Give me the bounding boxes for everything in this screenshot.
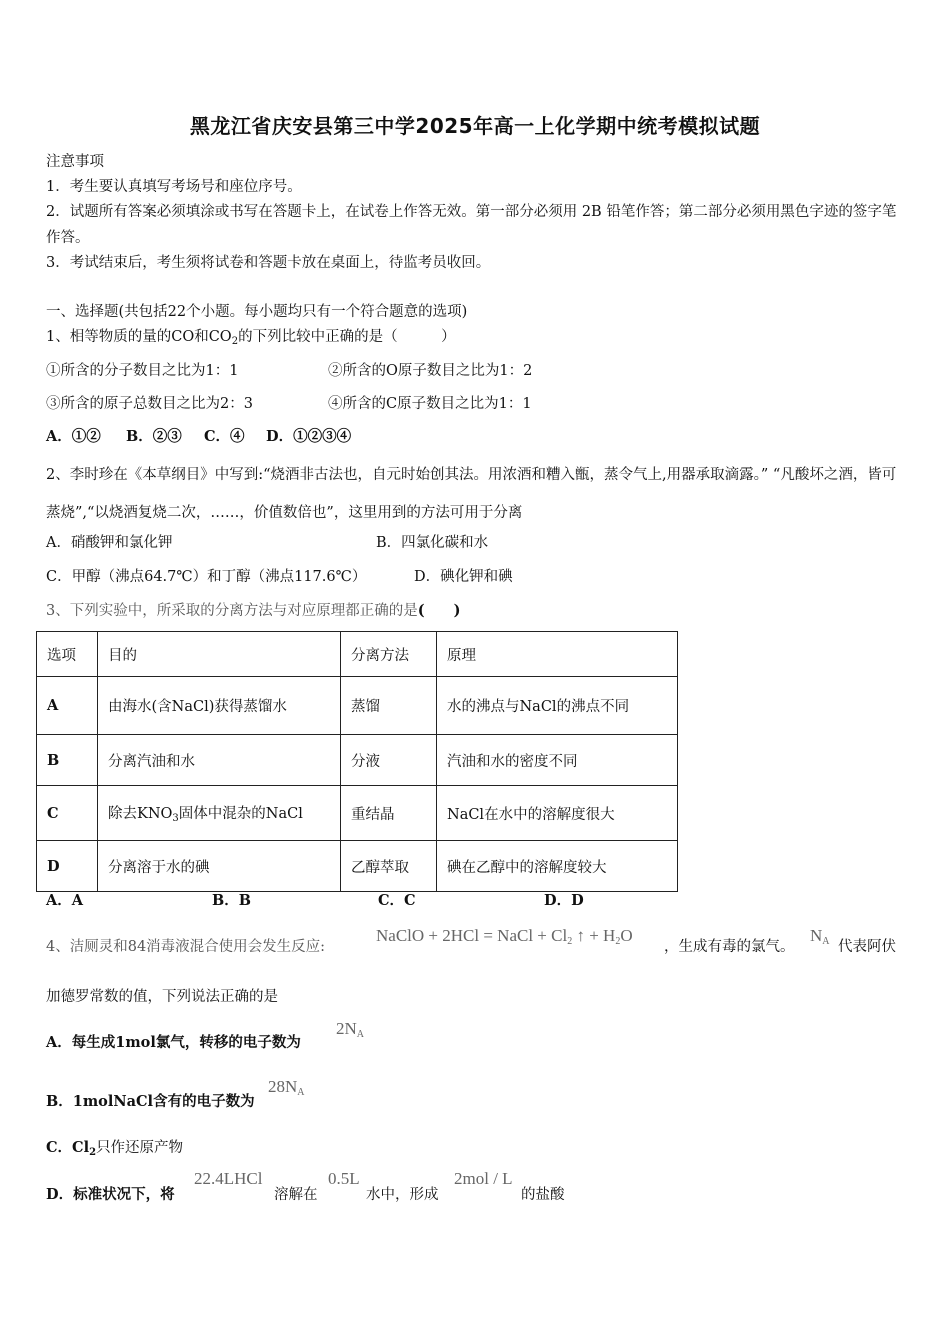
q1-option-d[interactable]: D．①②③④ [266, 428, 352, 445]
table-cell-principle: 汽油和水的密度不同 [437, 735, 678, 786]
q1-statement-1: ①所含的分子数目之比为1：1 [46, 363, 239, 379]
q4-option-c[interactable] [46, 1138, 183, 1163]
table-cell-goal: 分离溶于水的碘 [98, 841, 341, 892]
q3-stem-post: ( ) [417, 602, 461, 619]
notice-item-3: 3．考试结束后，考生须将试卷和答题卡放在桌面上，待监考员收回。 [46, 255, 491, 271]
q4-option-d-math-1: 22.4LHCl [194, 1169, 263, 1188]
table-row [37, 841, 678, 892]
table-row [37, 735, 678, 786]
q4-na-symbol [810, 926, 830, 952]
table-cell-goal: 分离汽油和水 [98, 735, 341, 786]
q4-stem-post: 代表阿伏 [838, 939, 896, 955]
q1-stem-post: 的下列比较中正确的是（ ） [238, 329, 456, 345]
q1-stem-pre: 1、相等物质的量的CO和CO [46, 329, 232, 345]
q1-option-a[interactable]: A．①② [46, 428, 101, 445]
table-row [37, 677, 678, 735]
table-cell-goal-post: 固体中混杂的NaCl [178, 806, 303, 822]
q4-option-d-mid-1: 溶解在 [274, 1187, 318, 1203]
q4-option-a[interactable] [46, 1033, 301, 1053]
q4-option-b-math [268, 1077, 305, 1103]
q1-stem-sub: 2 [231, 336, 239, 347]
q3-option-c[interactable]: C．C [378, 892, 416, 909]
table-cell-principle: 碘在乙醇中的溶解度较大 [437, 841, 678, 892]
q1-statement-3: ③所含的原子总数目之比为2：3 [46, 396, 253, 412]
q4-na-main: N [810, 926, 823, 945]
q4-option-d[interactable] [46, 1185, 175, 1205]
q1-statement-2: ②所含的O原子数目之比为1：2 [328, 363, 533, 379]
table-cell-goal-pre: 除去KNO [108, 806, 173, 822]
table-cell-goal-sub: 3 [172, 813, 179, 824]
q1-option-b[interactable]: B．②③ [126, 428, 182, 445]
table-cell-method: 乙醇萃取 [341, 841, 437, 892]
q4-option-d-math-3: 2mol / L [454, 1169, 513, 1188]
q4-number: 4、洁厕灵和84消毒液混合使用会发生反应: [46, 939, 326, 955]
q1-statement-4: ④所含的C原子数目之比为1：1 [328, 396, 532, 412]
q1-options [46, 427, 351, 447]
q4-option-a-math [336, 1019, 364, 1045]
table-row [37, 786, 678, 841]
table-header-cell: 目的 [98, 632, 341, 677]
q4-option-d-mid-2: 水中，形成 [366, 1187, 439, 1203]
table-cell-method: 蒸馏 [341, 677, 437, 735]
table-cell-method: 分液 [341, 735, 437, 786]
q3-table [36, 631, 678, 892]
table-cell-option: C [37, 786, 98, 841]
q3-stem [46, 601, 460, 621]
q4-equation-mid: ↑ + H [576, 926, 616, 945]
q4-option-d-post: 的盐酸 [521, 1187, 565, 1203]
q4-option-c-pre: C．Cl [46, 1139, 90, 1156]
table-cell-option: B [37, 735, 98, 786]
table-cell-option: D [37, 841, 98, 892]
table-cell-principle: 水的沸点与NaCl的沸点不同 [437, 677, 678, 735]
q4-option-c-post: 只作还原产物 [96, 1140, 184, 1156]
notice-item-2: 2．试题所有答案必须填涂或书写在答题卡上，在试卷上作答无效。第一部分必须用 2B 铅笔作答；第二部分必须用黑色字迹的签字笔作答。 [46, 204, 897, 246]
q4-option-b-math-main: 28N [268, 1077, 298, 1096]
table-cell-method: 重结晶 [341, 786, 437, 841]
q3-options [46, 891, 584, 911]
q4-equation [376, 926, 633, 952]
q4-option-b[interactable] [46, 1092, 255, 1112]
q4-na-sub: A [822, 936, 830, 947]
notice-item-1: 1．考生要认真填写考场号和座位序号。 [46, 179, 302, 195]
table-header-cell: 原理 [437, 632, 678, 677]
q3-option-b[interactable]: B．B [212, 892, 252, 909]
q4-option-b-text: B．1molNaCl含有的电子数为 [46, 1093, 255, 1110]
q4-option-d-pre: D．标准状况下，将 [46, 1186, 175, 1203]
notice-heading: 注意事项 [46, 154, 104, 170]
q4-option-b-math-sub: A [297, 1087, 305, 1098]
q2-option-d[interactable]: D．碘化钾和碘 [414, 569, 513, 585]
q4-option-d-math-2: 0.5L [328, 1169, 360, 1188]
q4-stem-line-2: 加德罗常数的值，下列说法正确的是 [46, 989, 278, 1005]
q2-stem: 2、李时珍在《本草纲目》中写到:“烧酒非古法也，自元时始创其法。用浓酒和糟入甑，蒸令气上,用器承取滴露。” “凡酸坏之酒，皆可蒸烧”,“以烧酒复烧二次，……，价值数倍也”，这里用到的方法可用于分离 [46, 467, 897, 521]
q3-stem-pre: 3、下列实验中，所采取的分离方法与对应原理都正确的是 [46, 603, 418, 619]
table-header-cell: 分离方法 [341, 632, 437, 677]
q2-option-c[interactable]: C．甲醇（沸点64.7℃）和丁醇（沸点117.6℃） [46, 569, 367, 585]
table-cell-goal: 由海水(含NaCl)获得蒸馏水 [98, 677, 341, 735]
table-cell-goal [98, 786, 341, 841]
q3-option-a[interactable]: A．A [46, 892, 84, 909]
table-cell-option: A [37, 677, 98, 735]
q4-equation-sub-1: 2 [567, 936, 573, 947]
q2-option-a[interactable]: A．硝酸钾和氯化钾 [46, 535, 173, 551]
q4-option-a-math-sub: A [356, 1029, 365, 1040]
q4-option-a-math-main: 2N [336, 1019, 357, 1038]
q4-equation-main: NaClO + 2HCl = NaCl + Cl [376, 926, 568, 945]
q1-stem [46, 327, 456, 352]
q4-stem-pre [46, 937, 325, 957]
q4-option-a-text: A．每生成1mol氯气，转移的电子数为 [46, 1034, 301, 1051]
table-header-cell: 选项 [37, 632, 98, 677]
q3-option-d[interactable]: D．D [544, 892, 584, 909]
q2-option-b[interactable]: B．四氯化碳和水 [376, 535, 489, 551]
q4-equation-sub-2: 2 [615, 936, 621, 947]
page-title: 黑龙江省庆安县第三中学2025年高一上化学期中统考模拟试题 [189, 114, 761, 138]
table-header-row [37, 632, 678, 677]
q4-equation-end: O [620, 926, 633, 945]
table-cell-principle: NaCl在水中的溶解度很大 [437, 786, 678, 841]
section-heading: 一、选择题(共包括22个小题。每小题均只有一个符合题意的选项) [46, 304, 468, 320]
q1-option-c[interactable]: C．④ [204, 428, 245, 445]
q4-stem-mid: ，生成有毒的氯气。 [664, 939, 795, 955]
q4-option-c-sub: 2 [89, 1147, 97, 1158]
